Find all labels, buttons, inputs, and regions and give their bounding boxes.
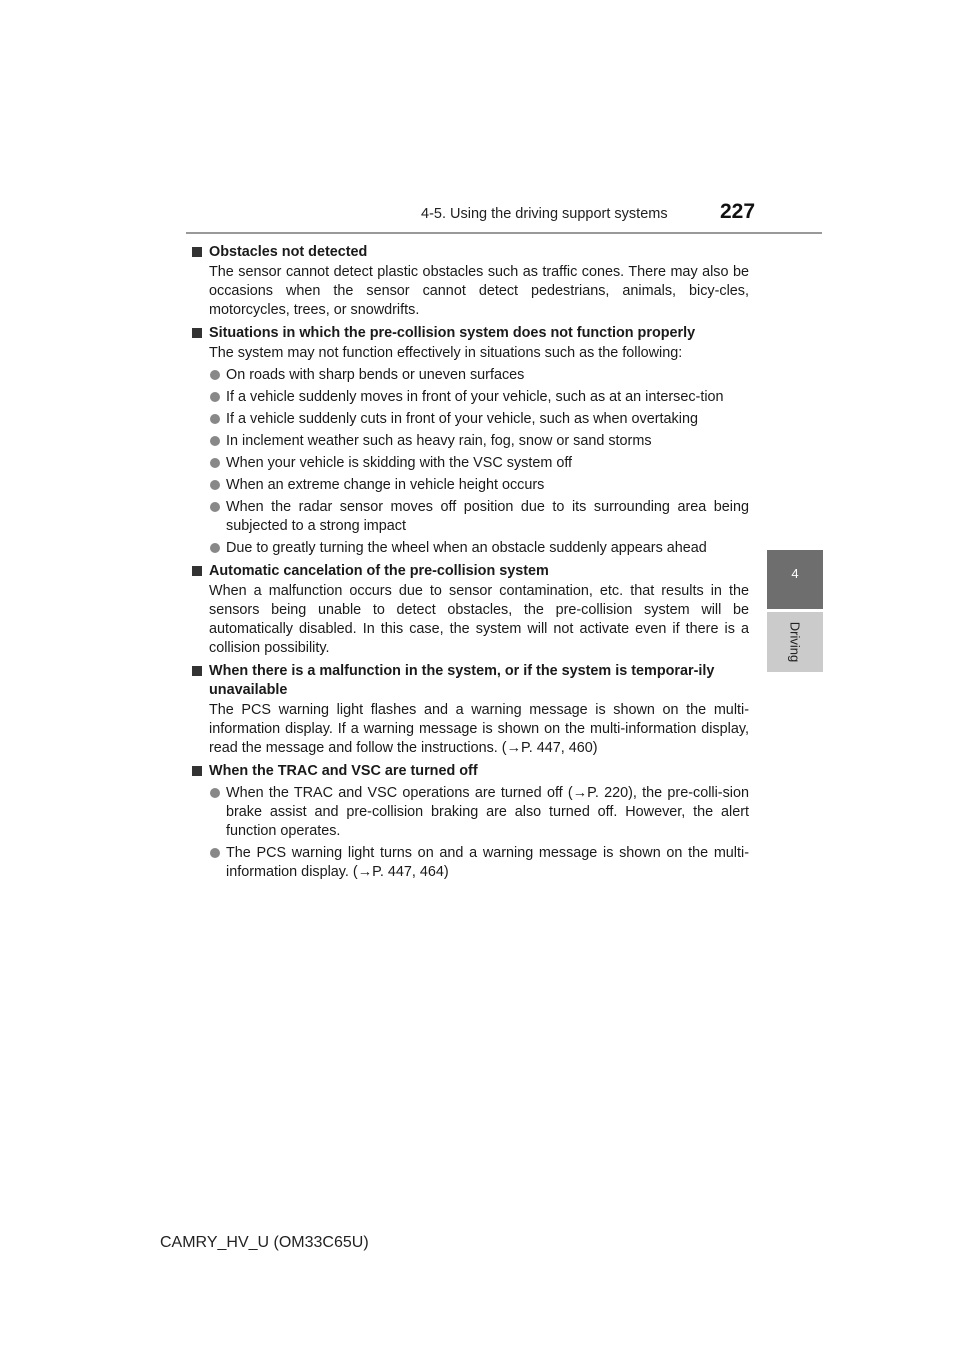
section-heading-text: Obstacles not detected	[209, 244, 368, 260]
section	[209, 243, 749, 320]
circle-bullet-icon	[210, 788, 220, 798]
square-bullet-icon	[192, 566, 202, 576]
circle-bullet-icon	[210, 392, 220, 402]
square-bullet-icon	[192, 766, 202, 776]
list-item-text: When the radar sensor moves off position due to its surrounding area being subjected to a strong impact	[226, 499, 749, 534]
section-heading-text: When the TRAC and VSC are turned off	[209, 763, 478, 779]
circle-bullet-icon	[210, 370, 220, 380]
list-item	[209, 539, 749, 558]
list-item	[209, 784, 749, 841]
section-heading	[192, 324, 749, 343]
section-paragraph: The system may not function effectively in situations such as the following:	[209, 345, 683, 361]
list-item	[209, 410, 749, 429]
circle-bullet-icon	[210, 414, 220, 424]
chapter-name-tab	[767, 612, 823, 672]
header-divider	[186, 232, 822, 234]
list-item	[209, 498, 749, 536]
section-heading-text: When there is a malfunction in the system, or if the system is temporar-ily unavailable	[209, 663, 715, 698]
list-item-text: When your vehicle is skidding with the VSC system off	[226, 455, 573, 471]
section	[209, 762, 749, 882]
section	[209, 662, 749, 758]
list-item-text: When the TRAC and VSC operations are turned off (→P. 220), the pre-colli-sion brake assist and pre-collision braking are also turned off. However, the alert function operates.	[226, 785, 749, 839]
circle-bullet-icon	[210, 502, 220, 512]
circle-bullet-icon	[210, 543, 220, 553]
list-item-text: In inclement weather such as heavy rain, fog, snow or sand storms	[226, 433, 652, 449]
list-item	[209, 844, 749, 882]
list-item	[209, 432, 749, 451]
footer-model-code: CAMRY_HV_U (OM33C65U)	[160, 1234, 369, 1251]
main-content	[209, 243, 749, 886]
circle-bullet-icon	[210, 480, 220, 490]
section-paragraph: The sensor cannot detect plastic obstacles such as traffic cones. There may also be occasions when the sensor cannot detect pedestrians, animals, bicy-cles, motorcycles, trees, or snowdrifts.	[209, 264, 749, 318]
list-item	[209, 388, 749, 407]
square-bullet-icon	[192, 328, 202, 338]
section-heading	[192, 243, 749, 262]
list-item	[209, 476, 749, 495]
list-item-text: If a vehicle suddenly cuts in front of your vehicle, such as when overtaking	[226, 411, 698, 427]
list-item-text: When an extreme change in vehicle height occurs	[226, 477, 545, 493]
square-bullet-icon	[192, 666, 202, 676]
section-heading	[192, 662, 749, 700]
section	[209, 324, 749, 558]
section-heading	[192, 762, 749, 781]
section-heading-text: Automatic cancelation of the pre-collision system	[209, 563, 549, 579]
circle-bullet-icon	[210, 848, 220, 858]
list-item-text: Due to greatly turning the wheel when an obstacle suddenly appears ahead	[226, 540, 707, 556]
section-heading-text: Situations in which the pre-collision system does not function properly	[209, 325, 696, 341]
list-item-text: If a vehicle suddenly moves in front of your vehicle, such as at an intersec-tion	[226, 389, 724, 405]
chapter-number: 4	[791, 566, 799, 581]
circle-bullet-icon	[210, 436, 220, 446]
list-item	[209, 366, 749, 385]
section	[209, 562, 749, 658]
chapter-number-tab	[767, 550, 823, 609]
chapter-name: Driving	[787, 621, 803, 663]
page-number: 227	[720, 200, 756, 223]
section-heading	[192, 562, 749, 581]
section-title: 4-5. Using the driving support systems	[421, 206, 668, 222]
list-item	[209, 454, 749, 473]
section-paragraph: The PCS warning light flashes and a warning message is shown on the multi-information display. If a warning message is shown on the multi-information display, read the message and follow the instructions. (→P. 447, 460)	[209, 702, 749, 756]
circle-bullet-icon	[210, 458, 220, 468]
square-bullet-icon	[192, 247, 202, 257]
section-paragraph: When a malfunction occurs due to sensor contamination, etc. that results in the sensors being unable to detect obstacles, the pre-collision system will be automatically disabled. In this case, the system will not activate even if there is a collision possibility.	[209, 583, 749, 656]
list-item-text: The PCS warning light turns on and a warning message is shown on the multi-information display. (→P. 447, 464)	[226, 845, 749, 880]
list-item-text: On roads with sharp bends or uneven surfaces	[226, 367, 525, 383]
